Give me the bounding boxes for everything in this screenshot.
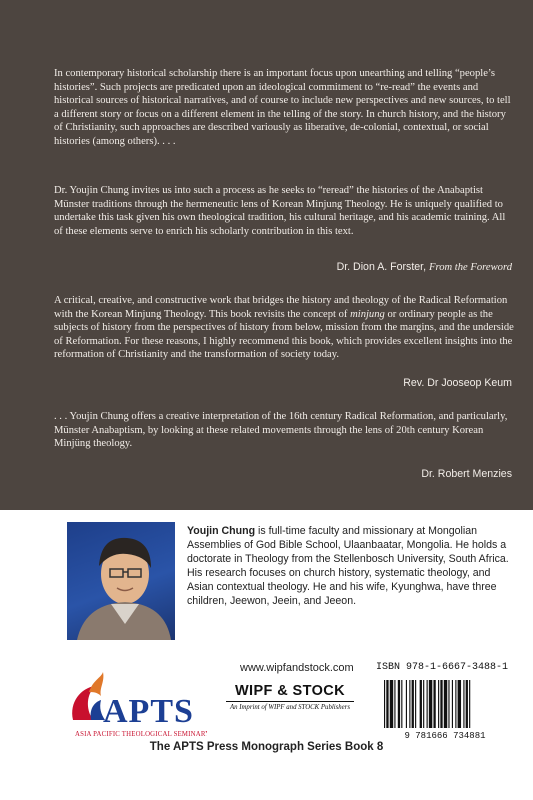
barcode-bar <box>438 680 439 728</box>
barcode-bar <box>406 680 407 728</box>
series-title: The APTS Press Monograph Series Book 8 <box>149 741 384 753</box>
author-name: Youjin Chung <box>187 525 256 537</box>
p3-emphasis: minjung <box>350 308 385 320</box>
barcode-bar <box>433 680 435 728</box>
endorsement-paragraph-1: In contemporary historical scholarship there is an important focus upon unearthing and telling “people’s histories”. Such projects are predicated upon an ideological commitment to “re-read” the events and historical sources of historical narratives, and of course to include new perspectives and new sources, to tell a different story or focus on a different element in the telling of the story. In church history, and the history of Christianity, such approaches are described variously as liberative, de-colonial, contextual, or social histories (among others). . . . <box>54 68 511 147</box>
p3-text-b: or ordinary people as the subjects of history from the perspectives of history from below, mission from the margins, and the underside of Reformation. For these reasons, I highly recommend this book, which provides excellent insights into the reformation of Christianity and the transformation of society today. <box>54 308 514 361</box>
barcode-digits: 9 781666 734881 <box>404 731 486 740</box>
endorsement-paragraph-4: . . . Youjin Chung offers a creative interpretation of the 16th century Radical Reformation, and particularly, Münster Anabaptism, by looking at these related movements through the lens of 20th century Korean Minjüng theology. <box>54 411 508 450</box>
isbn-label: ISBN 978-1-6667-3488-1 <box>376 662 509 673</box>
apts-full-name: ASIA PACIFIC THEOLOGICAL SEMINARY <box>75 731 207 738</box>
barcode-bar <box>440 680 442 728</box>
barcode-bar <box>448 680 449 728</box>
endorsement-paragraph-2: Dr. Youjin Chung invites us into such a process as he seeks to “reread” the histories of the Anabaptist Münster traditions through the hermeneutic lens of Korean Minjung Theology. He is uniquely qualified to undertake this task given his own theological tradition, his cultural heritage, and his academic training. All of these elements serve to enrich his scholarly contribution in this text. <box>54 185 506 237</box>
barcode-bar <box>386 680 388 728</box>
barcode-bar <box>394 680 395 728</box>
barcode-bar <box>390 680 393 728</box>
author-photo <box>67 522 175 640</box>
endorsement-attribution-2: Rev. Dr Jooseop Keum <box>403 377 512 389</box>
endorsement-attribution-1 <box>337 261 512 275</box>
p3-text-a: A critical, creative, and constructive work that bridges the history and theology of the Radical Reformation with the Korean Minjung Theology. This book revisits the concept of <box>54 295 508 320</box>
publisher-url: www.wipfandstock.com <box>240 662 354 674</box>
barcode-bar <box>415 680 416 728</box>
publisher-rule <box>226 701 354 702</box>
barcode-bar <box>455 680 456 728</box>
publisher-imprint: An Imprint of WIPF and STOCK Publishers <box>230 704 350 711</box>
barcode-bar <box>427 680 428 728</box>
back-cover-footer <box>0 510 533 800</box>
barcode-bar <box>429 680 432 728</box>
endorsement-attribution-3: Dr. Robert Menzies <box>421 468 512 480</box>
barcode-bar <box>466 680 468 728</box>
barcode-bar <box>444 680 447 728</box>
isbn-barcode <box>376 680 514 740</box>
publisher-name: WIPF & STOCK <box>234 683 346 699</box>
barcode-bar <box>409 680 410 728</box>
barcode-bar <box>401 680 402 728</box>
author-bio-text: is full-time faculty and missionary at Mongolian Assemblies of God Bible School, Ulaanbaatar, Mongolia. He holds a doctorate in Theology from the Stellenbosch University, South Africa. His research focuses on church history, systematic theology, and Asian contextual theology. He and his wife, Kyunghwa, have three children, Jeewon, Jeein, and Jeeon. <box>187 525 509 607</box>
barcode-bar <box>458 680 461 728</box>
barcode-bar <box>412 680 414 728</box>
apts-logo <box>67 662 207 742</box>
barcode-bar <box>469 680 470 728</box>
barcode-bar <box>463 680 464 728</box>
barcode-bar <box>420 680 422 728</box>
publisher-logo <box>220 682 360 726</box>
barcode-bar <box>423 680 424 728</box>
attribution-source: From the Foreword <box>429 262 512 273</box>
attribution-name: Dr. Dion A. Forster, <box>336 261 427 273</box>
barcode-bar <box>452 680 453 728</box>
endorsement-paragraph-3 <box>54 294 514 362</box>
apts-mark: APTS <box>103 693 194 730</box>
barcode-bar <box>398 680 400 728</box>
author-bio <box>187 524 517 608</box>
barcode-bar <box>384 680 385 728</box>
